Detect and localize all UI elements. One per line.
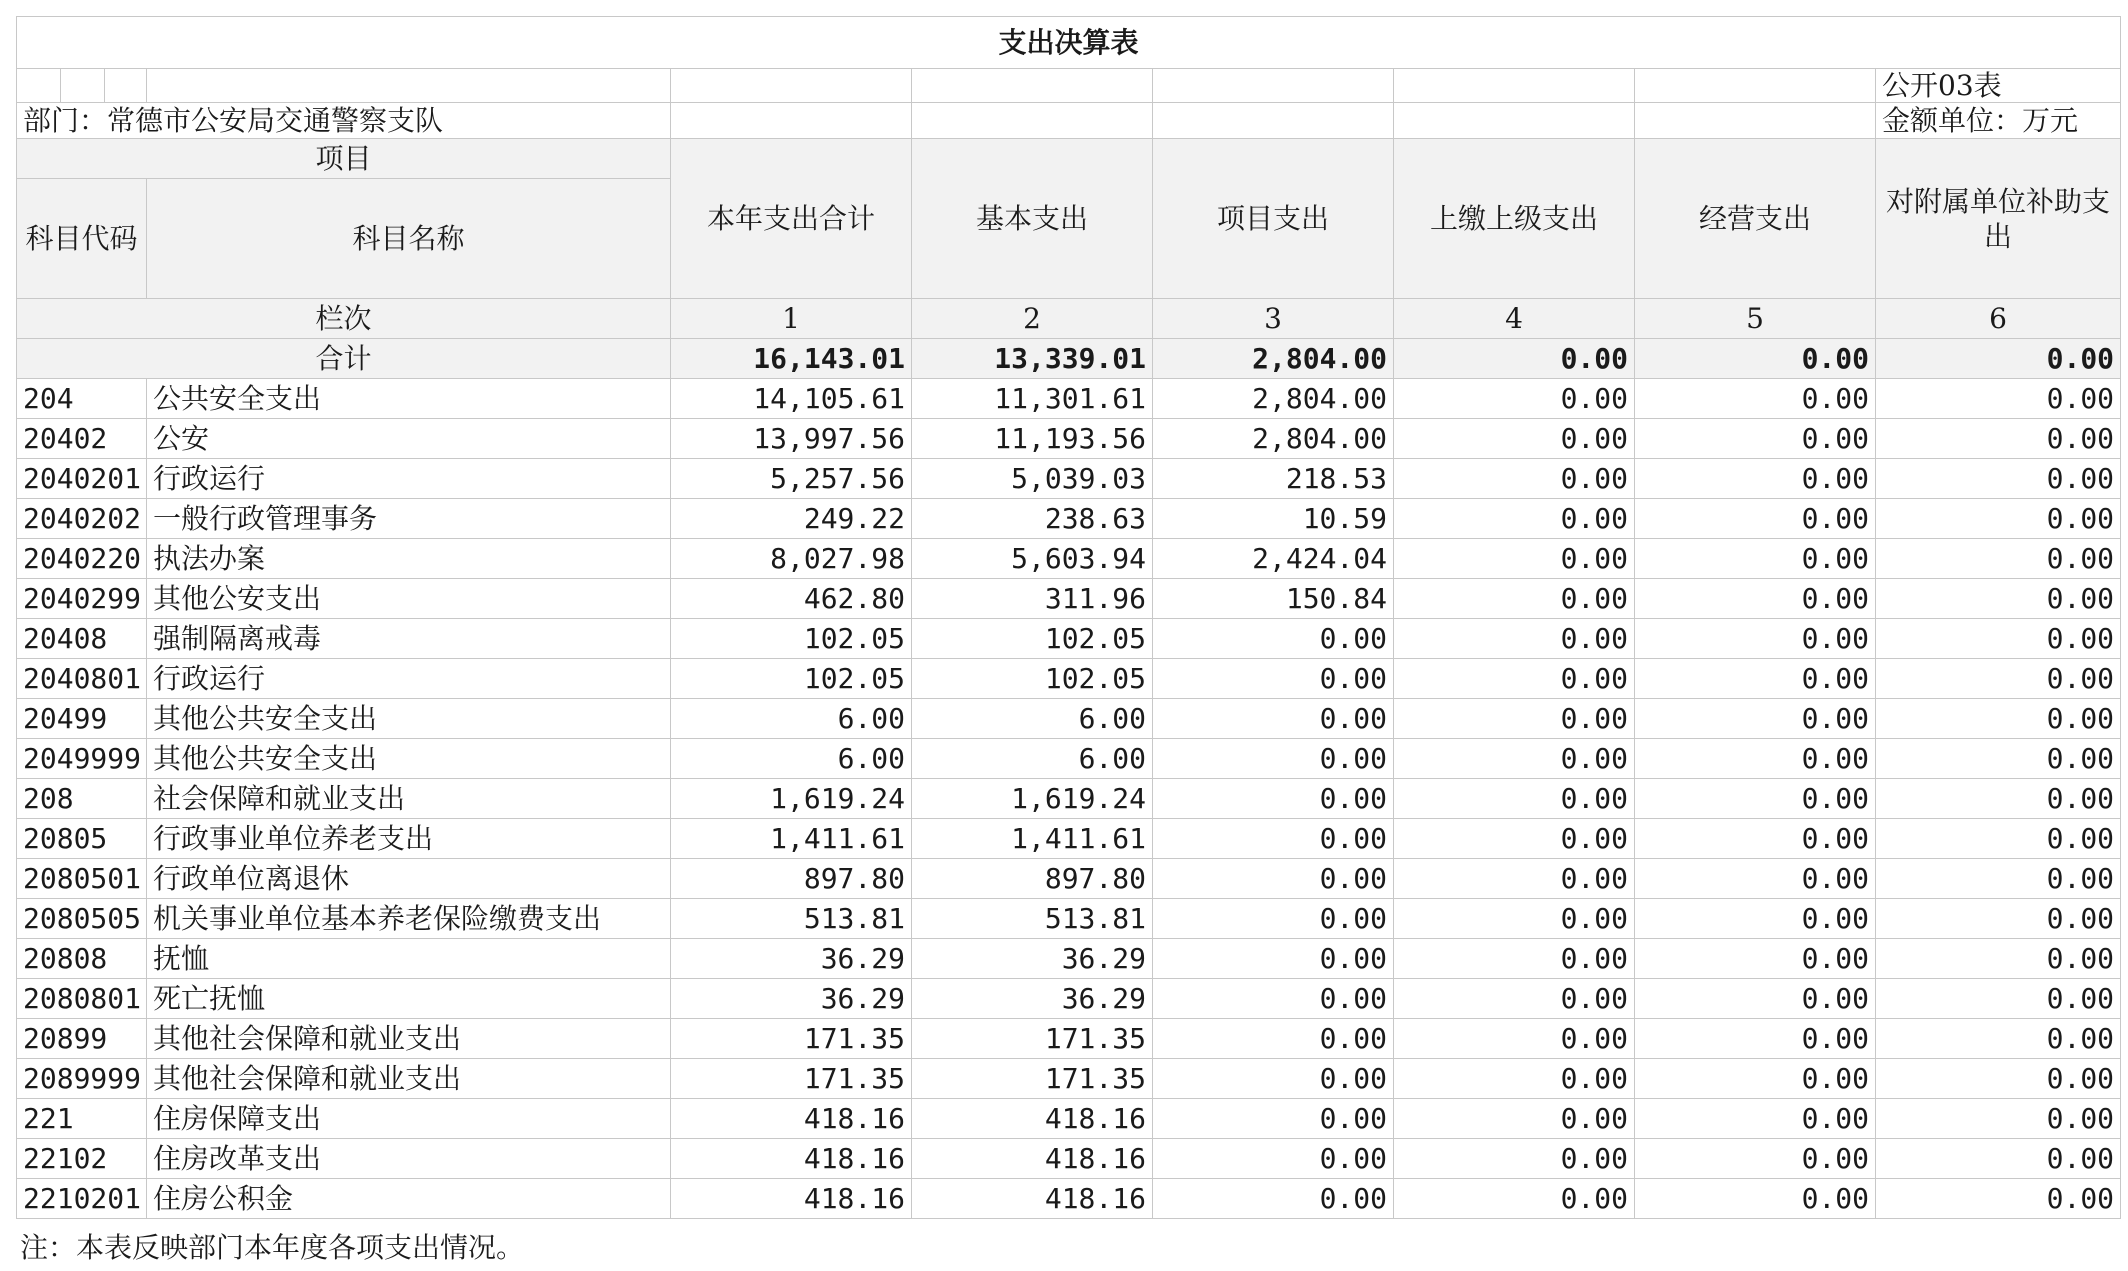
table-row (17, 379, 2121, 419)
amount-cell: 0.00 (1394, 1179, 1635, 1219)
amount-cell: 0.00 (1394, 499, 1635, 539)
amount-cell: 171.35 (671, 1019, 912, 1059)
table-row (17, 859, 2121, 899)
amount-cell: 0.00 (1635, 859, 1876, 899)
amount-cell: 0.00 (1876, 579, 2121, 619)
amount-cell: 0.00 (1876, 939, 2121, 979)
table-row (17, 699, 2121, 739)
amount-cell: 0.00 (1635, 499, 1876, 539)
subject-name: 行政单位离退休 (147, 859, 671, 899)
header-col4: 上缴上级支出 (1394, 139, 1635, 299)
amount-cell: 5,603.94 (912, 539, 1153, 579)
total-value: 0.00 (1876, 339, 2121, 379)
header-col5: 经营支出 (1635, 139, 1876, 299)
subject-name: 其他公安支出 (147, 579, 671, 619)
amount-cell: 102.05 (912, 659, 1153, 699)
subject-name: 行政事业单位养老支出 (147, 819, 671, 859)
amount-cell: 0.00 (1635, 1179, 1876, 1219)
subject-code: 208 (17, 779, 147, 819)
subject-name: 其他社会保障和就业支出 (147, 1059, 671, 1099)
amount-cell: 0.00 (1153, 979, 1394, 1019)
amount-cell: 36.29 (912, 979, 1153, 1019)
amount-cell: 0.00 (1153, 1099, 1394, 1139)
table-row (17, 1179, 2121, 1219)
amount-cell: 2,804.00 (1153, 419, 1394, 459)
amount-cell: 0.00 (1635, 739, 1876, 779)
subject-code: 2040202 (17, 499, 147, 539)
header-col6: 对附属单位补助支出 (1876, 139, 2121, 299)
column-index: 3 (1153, 299, 1394, 339)
subject-code: 2089999 (17, 1059, 147, 1099)
amount-cell: 0.00 (1635, 1019, 1876, 1059)
header-row-1 (17, 139, 2121, 179)
column-index: 4 (1394, 299, 1635, 339)
amount-cell: 0.00 (1153, 1139, 1394, 1179)
amount-cell: 0.00 (1635, 659, 1876, 699)
total-value: 16,143.01 (671, 339, 912, 379)
table-row (17, 899, 2121, 939)
table-note: 注：本表反映部门本年度各项支出情况。 (20, 1231, 525, 1264)
amount-cell: 0.00 (1394, 659, 1635, 699)
amount-cell: 0.00 (1876, 539, 2121, 579)
subject-name: 住房保障支出 (147, 1099, 671, 1139)
amount-cell: 0.00 (1153, 659, 1394, 699)
amount-cell: 0.00 (1394, 859, 1635, 899)
amount-cell: 0.00 (1394, 819, 1635, 859)
amount-cell: 462.80 (671, 579, 912, 619)
amount-cell: 6.00 (671, 699, 912, 739)
amount-cell: 102.05 (671, 659, 912, 699)
amount-cell: 0.00 (1876, 379, 2121, 419)
table-row (17, 739, 2121, 779)
subject-code: 2080505 (17, 899, 147, 939)
amount-cell: 1,619.24 (912, 779, 1153, 819)
table-row (17, 419, 2121, 459)
amount-cell: 0.00 (1394, 739, 1635, 779)
page-title: 支出决算表 (17, 17, 2121, 69)
subject-code: 20899 (17, 1019, 147, 1059)
amount-cell: 0.00 (1153, 899, 1394, 939)
table-row (17, 1059, 2121, 1099)
subject-code: 2040801 (17, 659, 147, 699)
table-row (17, 819, 2121, 859)
subject-name: 机关事业单位基本养老保险缴费支出 (147, 899, 671, 939)
subject-code: 20408 (17, 619, 147, 659)
subject-code: 2080801 (17, 979, 147, 1019)
amount-cell: 2,424.04 (1153, 539, 1394, 579)
subject-code: 204 (17, 379, 147, 419)
amount-cell: 102.05 (912, 619, 1153, 659)
subject-code: 2040299 (17, 579, 147, 619)
subject-name: 住房改革支出 (147, 1139, 671, 1179)
amount-cell: 36.29 (912, 939, 1153, 979)
amount-cell: 0.00 (1635, 379, 1876, 419)
amount-cell: 0.00 (1635, 1139, 1876, 1179)
amount-cell: 0.00 (1153, 739, 1394, 779)
total-label: 合计 (17, 339, 671, 379)
department-row (17, 103, 2121, 139)
amount-cell: 0.00 (1876, 819, 2121, 859)
column-index-row (17, 299, 2121, 339)
amount-cell: 0.00 (1876, 1179, 2121, 1219)
subject-code: 20808 (17, 939, 147, 979)
total-value: 2,804.00 (1153, 339, 1394, 379)
header-item: 项目 (17, 139, 671, 179)
subject-code: 2040201 (17, 459, 147, 499)
subject-name: 其他公共安全支出 (147, 739, 671, 779)
header-code: 科目代码 (17, 179, 147, 299)
subject-name: 行政运行 (147, 659, 671, 699)
amount-cell: 1,411.61 (912, 819, 1153, 859)
subject-code: 20402 (17, 419, 147, 459)
total-value: 0.00 (1635, 339, 1876, 379)
amount-cell: 0.00 (1394, 579, 1635, 619)
amount-cell: 0.00 (1394, 419, 1635, 459)
amount-cell: 0.00 (1876, 659, 2121, 699)
expenditure-table (16, 16, 2121, 1219)
column-index-label: 栏次 (17, 299, 671, 339)
amount-cell: 11,301.61 (912, 379, 1153, 419)
table-row (17, 539, 2121, 579)
header-col3: 项目支出 (1153, 139, 1394, 299)
amount-cell: 0.00 (1635, 619, 1876, 659)
amount-cell: 418.16 (912, 1139, 1153, 1179)
table-row (17, 1019, 2121, 1059)
amount-cell: 0.00 (1876, 499, 2121, 539)
amount-cell: 0.00 (1876, 1059, 2121, 1099)
amount-cell: 0.00 (1394, 899, 1635, 939)
amount-cell: 0.00 (1635, 419, 1876, 459)
subject-name: 行政运行 (147, 459, 671, 499)
subject-name: 强制隔离戒毒 (147, 619, 671, 659)
amount-cell: 6.00 (671, 739, 912, 779)
table-row (17, 579, 2121, 619)
amount-cell: 0.00 (1876, 779, 2121, 819)
header-col2: 基本支出 (912, 139, 1153, 299)
column-index: 6 (1876, 299, 2121, 339)
amount-cell: 0.00 (1635, 1099, 1876, 1139)
table-row (17, 619, 2121, 659)
amount-cell: 311.96 (912, 579, 1153, 619)
table-row (17, 979, 2121, 1019)
amount-cell: 418.16 (671, 1179, 912, 1219)
table-row (17, 499, 2121, 539)
amount-cell: 0.00 (1394, 1019, 1635, 1059)
total-row (17, 339, 2121, 379)
amount-cell: 218.53 (1153, 459, 1394, 499)
subject-code: 20805 (17, 819, 147, 859)
amount-cell: 13,997.56 (671, 419, 912, 459)
department-label: 部门：常德市公安局交通警察支队 (17, 103, 671, 139)
amount-cell: 0.00 (1876, 1139, 2121, 1179)
amount-cell: 14,105.61 (671, 379, 912, 419)
amount-cell: 0.00 (1876, 699, 2121, 739)
amount-cell: 249.22 (671, 499, 912, 539)
amount-cell: 0.00 (1635, 779, 1876, 819)
amount-cell: 0.00 (1394, 1059, 1635, 1099)
table-row (17, 779, 2121, 819)
table-row (17, 939, 2121, 979)
subject-code: 20499 (17, 699, 147, 739)
amount-cell: 102.05 (671, 619, 912, 659)
amount-cell: 0.00 (1394, 979, 1635, 1019)
amount-cell: 0.00 (1153, 939, 1394, 979)
amount-cell: 0.00 (1876, 1019, 2121, 1059)
amount-cell: 0.00 (1635, 699, 1876, 739)
amount-cell: 8,027.98 (671, 539, 912, 579)
subject-name: 执法办案 (147, 539, 671, 579)
table-row (17, 1139, 2121, 1179)
table-row (17, 1099, 2121, 1139)
subject-code: 2040220 (17, 539, 147, 579)
amount-cell: 0.00 (1394, 1099, 1635, 1139)
subject-code: 2210201 (17, 1179, 147, 1219)
amount-cell: 0.00 (1635, 939, 1876, 979)
form-no-row (17, 69, 2121, 103)
subject-code: 2080501 (17, 859, 147, 899)
amount-cell: 0.00 (1153, 1059, 1394, 1099)
unit-label: 金额单位：万元 (1876, 103, 2121, 139)
subject-name: 一般行政管理事务 (147, 499, 671, 539)
amount-cell: 0.00 (1635, 539, 1876, 579)
amount-cell: 5,257.56 (671, 459, 912, 499)
subject-name: 住房公积金 (147, 1179, 671, 1219)
column-index: 5 (1635, 299, 1876, 339)
amount-cell: 418.16 (671, 1099, 912, 1139)
table-row (17, 459, 2121, 499)
total-value: 0.00 (1394, 339, 1635, 379)
amount-cell: 513.81 (671, 899, 912, 939)
amount-cell: 11,193.56 (912, 419, 1153, 459)
amount-cell: 897.80 (671, 859, 912, 899)
amount-cell: 0.00 (1876, 459, 2121, 499)
subject-name: 公共安全支出 (147, 379, 671, 419)
subject-code: 2049999 (17, 739, 147, 779)
amount-cell: 0.00 (1394, 1139, 1635, 1179)
amount-cell: 1,411.61 (671, 819, 912, 859)
amount-cell: 0.00 (1635, 979, 1876, 1019)
amount-cell: 0.00 (1153, 779, 1394, 819)
amount-cell: 0.00 (1153, 819, 1394, 859)
amount-cell: 1,619.24 (671, 779, 912, 819)
amount-cell: 171.35 (912, 1019, 1153, 1059)
amount-cell: 238.63 (912, 499, 1153, 539)
amount-cell: 36.29 (671, 979, 912, 1019)
amount-cell: 0.00 (1876, 739, 2121, 779)
amount-cell: 0.00 (1153, 699, 1394, 739)
total-value: 13,339.01 (912, 339, 1153, 379)
amount-cell: 150.84 (1153, 579, 1394, 619)
amount-cell: 0.00 (1635, 899, 1876, 939)
subject-code: 22102 (17, 1139, 147, 1179)
amount-cell: 0.00 (1153, 859, 1394, 899)
amount-cell: 0.00 (1394, 939, 1635, 979)
amount-cell: 6.00 (912, 699, 1153, 739)
amount-cell: 0.00 (1153, 619, 1394, 659)
amount-cell: 0.00 (1635, 1059, 1876, 1099)
column-index: 2 (912, 299, 1153, 339)
amount-cell: 418.16 (912, 1179, 1153, 1219)
subject-name: 社会保障和就业支出 (147, 779, 671, 819)
title-row (17, 17, 2121, 69)
amount-cell: 0.00 (1394, 779, 1635, 819)
form-number: 公开03表 (1876, 69, 2121, 103)
amount-cell: 897.80 (912, 859, 1153, 899)
amount-cell: 418.16 (912, 1099, 1153, 1139)
subject-code: 221 (17, 1099, 147, 1139)
subject-name: 其他社会保障和就业支出 (147, 1019, 671, 1059)
amount-cell: 0.00 (1153, 1179, 1394, 1219)
amount-cell: 36.29 (671, 939, 912, 979)
amount-cell: 0.00 (1876, 1099, 2121, 1139)
amount-cell: 0.00 (1394, 379, 1635, 419)
amount-cell: 10.59 (1153, 499, 1394, 539)
amount-cell: 2,804.00 (1153, 379, 1394, 419)
amount-cell: 171.35 (912, 1059, 1153, 1099)
amount-cell: 0.00 (1394, 539, 1635, 579)
amount-cell: 6.00 (912, 739, 1153, 779)
amount-cell: 0.00 (1394, 699, 1635, 739)
amount-cell: 513.81 (912, 899, 1153, 939)
amount-cell: 0.00 (1876, 899, 2121, 939)
amount-cell: 0.00 (1876, 859, 2121, 899)
amount-cell: 0.00 (1635, 579, 1876, 619)
amount-cell: 0.00 (1394, 619, 1635, 659)
amount-cell: 0.00 (1876, 419, 2121, 459)
amount-cell: 0.00 (1876, 979, 2121, 1019)
amount-cell: 0.00 (1153, 1019, 1394, 1059)
amount-cell: 0.00 (1394, 459, 1635, 499)
subject-name: 公安 (147, 419, 671, 459)
amount-cell: 0.00 (1876, 619, 2121, 659)
header-col1: 本年支出合计 (671, 139, 912, 299)
amount-cell: 418.16 (671, 1139, 912, 1179)
subject-name: 死亡抚恤 (147, 979, 671, 1019)
column-index: 1 (671, 299, 912, 339)
amount-cell: 5,039.03 (912, 459, 1153, 499)
amount-cell: 0.00 (1635, 459, 1876, 499)
amount-cell: 171.35 (671, 1059, 912, 1099)
subject-name: 抚恤 (147, 939, 671, 979)
table-row (17, 659, 2121, 699)
subject-name: 其他公共安全支出 (147, 699, 671, 739)
header-name: 科目名称 (147, 179, 671, 299)
amount-cell: 0.00 (1635, 819, 1876, 859)
